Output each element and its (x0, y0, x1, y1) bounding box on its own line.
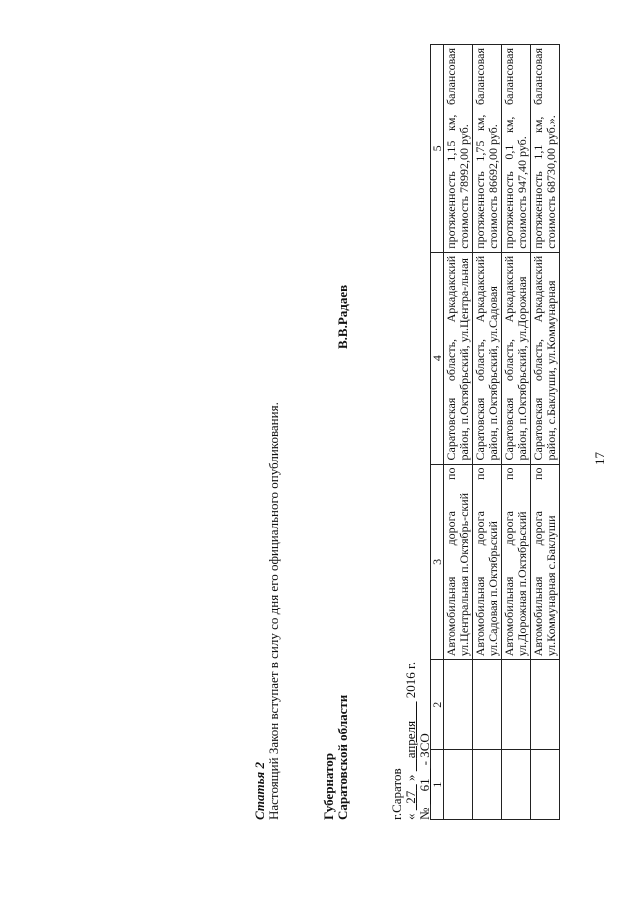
city-line: г.Саратов (389, 768, 404, 820)
table-cell-address: Саратовская область, Аркадакский район, п.Октябрьский, ул.Дорожная (502, 252, 531, 464)
date-month: апреля (403, 720, 418, 759)
table-row (531, 45, 560, 820)
number-prefix: № (417, 807, 432, 820)
table-cell-name: Автомобильная дорога по ул.Коммунарная с.Баклуши (531, 464, 560, 660)
date-day: 27 (403, 790, 418, 804)
table-cell-name: Автомобильная дорога по ул.Центральная п.Октябрь-ский (444, 464, 473, 660)
signatory-region: Саратовской области (335, 694, 350, 820)
table-cell-address: Саратовская область, Аркадакский район, п.Октябрьский, ул.Садовая (473, 252, 502, 464)
table-row (473, 45, 502, 820)
quote-close: » (403, 774, 418, 781)
table-cell-num (444, 750, 473, 820)
signatory-position: Губернатор (321, 752, 336, 820)
table-cell-address: Саратовская область, Аркадакский район, с.Баклуши, ул.Коммунарная (531, 252, 560, 464)
table-cell-num (531, 750, 560, 820)
signatory-name: В.В.Радаев (335, 284, 350, 349)
table-header-cell: 1 (431, 750, 444, 820)
table-header-cell: 3 (431, 464, 444, 660)
table-cell-id (444, 660, 473, 750)
table-row (444, 45, 473, 820)
table-row (502, 45, 531, 820)
quote-open: « (403, 813, 418, 820)
law-number: 61 (417, 778, 432, 792)
table-cell-details: протяженность 1,75 км, балансовая стоимость 86692,00 руб. (473, 45, 502, 253)
property-table (430, 44, 560, 820)
table-cell-address: Саратовская область, Аркадакский район, п.Октябрьский, ул.Центра-льная (444, 252, 473, 464)
table-cell-id (502, 660, 531, 750)
table-cell-num (473, 750, 502, 820)
table-cell-id (473, 660, 502, 750)
table-cell-details: протяженность 0,1 км, балансовая стоимость 947,40 руб. (502, 45, 531, 253)
article-title: Статья 2 (252, 762, 267, 820)
table-cell-details: протяженность 1,1 км, балансовая стоимость 68730,00 руб.». (531, 45, 560, 253)
table-cell-id (531, 660, 560, 750)
page-number: 17 (592, 452, 607, 465)
number-suffix: - ЗСО (417, 733, 432, 766)
table-cell-name: Автомобильная дорога по ул.Дорожная п.Октябрьский (502, 464, 531, 660)
table-header-cell: 4 (431, 252, 444, 464)
table-cell-num (502, 750, 531, 820)
article-text: Настоящий Закон вступает в силу со дня его официального опубликования. (266, 402, 281, 820)
table-cell-details: протяженность 1,15 км, балансовая стоимость 78992,00 руб. (444, 45, 473, 253)
table-cell-name: Автомобильная дорога по ул.Садовая п.Октябрьский (473, 464, 502, 660)
table-header-row (431, 45, 444, 820)
table-header-cell: 2 (431, 660, 444, 750)
table-header-cell: 5 (431, 45, 444, 253)
number-line (417, 733, 433, 820)
date-year: 2016 г. (403, 661, 418, 699)
